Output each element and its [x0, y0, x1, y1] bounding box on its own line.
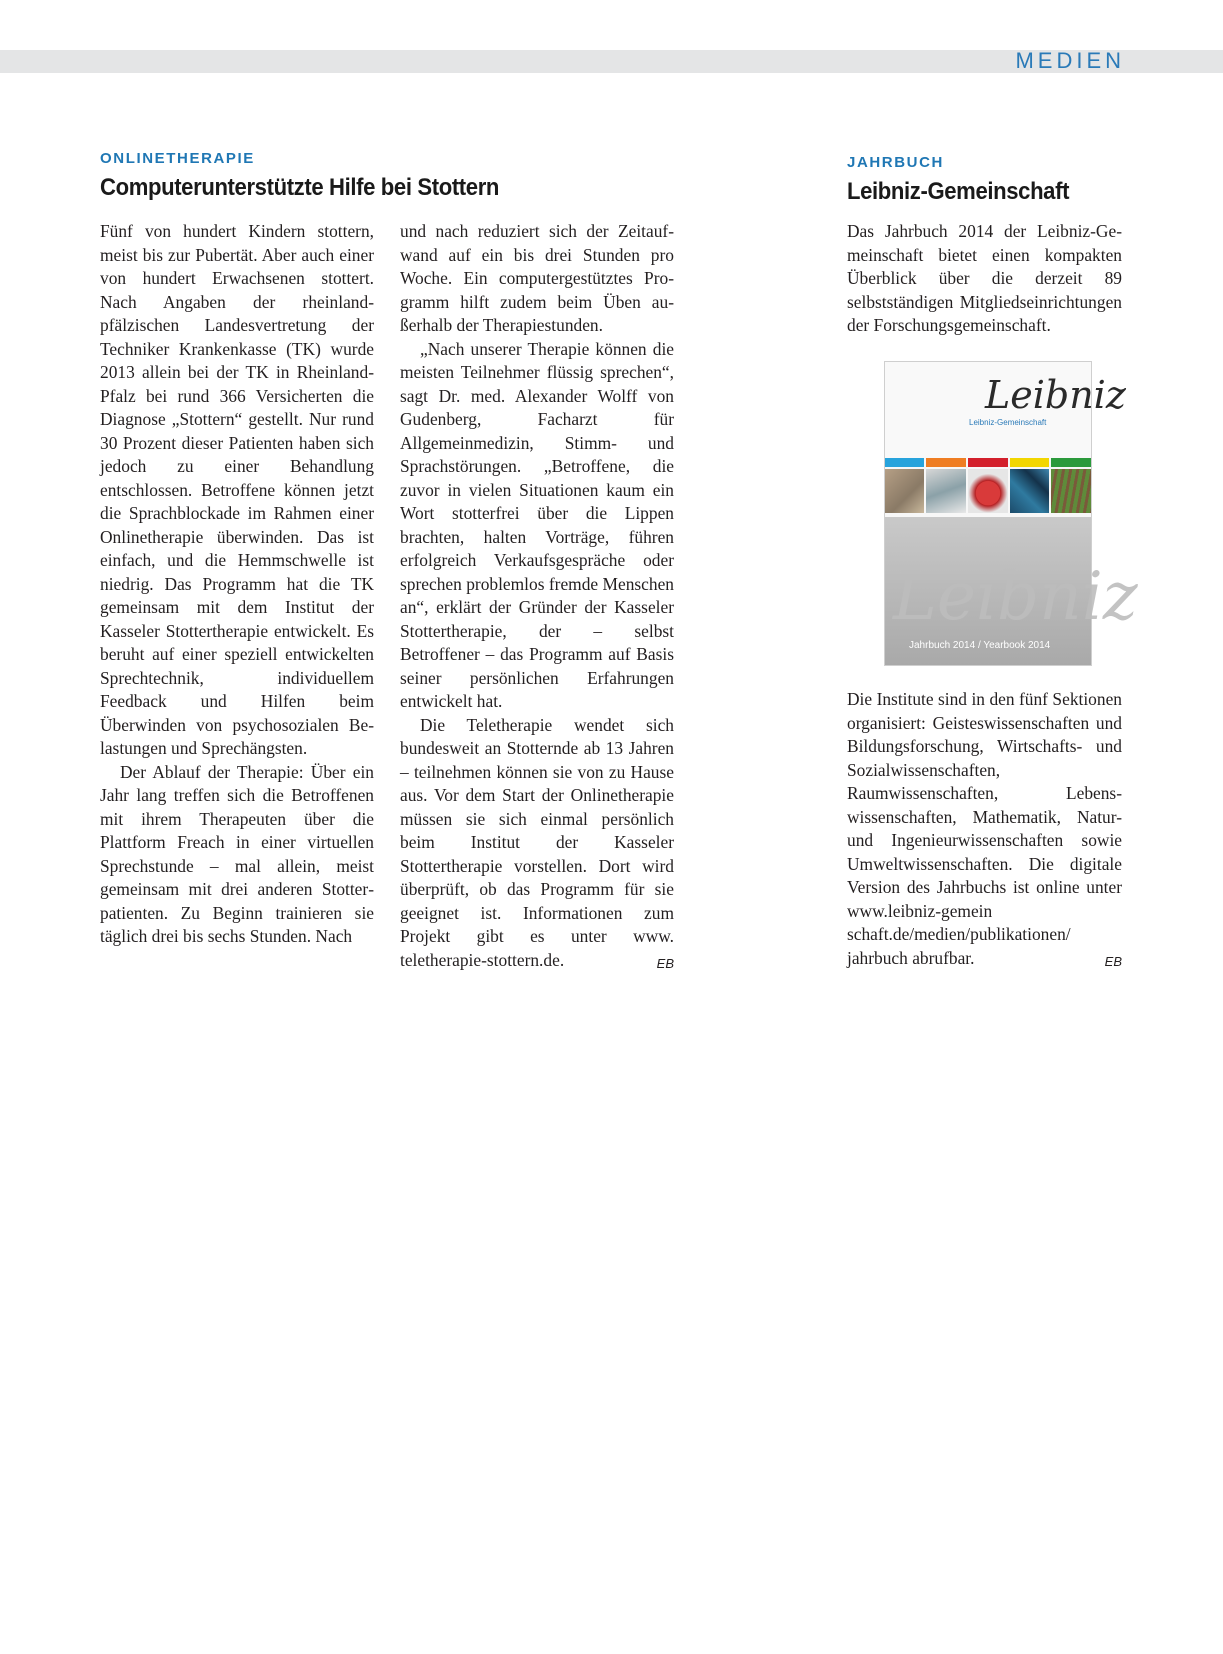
- article2-kicker: JAHRBUCH: [847, 154, 944, 171]
- article1-column-1: [100, 220, 374, 949]
- cover-color-strip: [926, 458, 966, 467]
- cover-logo-svg: [885, 362, 1126, 458]
- article1-column-2: [400, 220, 674, 975]
- article1-paragraph: Fünf von hundert Kindern stottern, meist bis zur Pubertät. Aber auch einer von hundert Erwachsenen stottert. Nach Angaben der rheinland-pfälzischen Landesvertretung der Techniker Krankenkasse (TK) wurde 2013 allein bei der TK in Rheinland-Pfalz bei rund 366 Versicherten die Diagnose „Stottern“ gestellt. Nur rund 30 Prozent dieser Patienten haben sich jedoch zu einer Behandlung entschlossen. Betroffene können jetzt die Sprachblockade im Rahmen einer Onlinetherapie überwinden. Das ist einfach, und die Hemmschwelle ist niedrig. Das Programm hat die TK gemeinsam mit dem Institut der Kasseler Stottertherapie entwickelt. Es beruht auf einer speziell entwickelten Sprechtechnik, individuellem Feedback und Hilfen beim Überwinden von psychosozialen Belastungen und Sprechängsten.: [100, 221, 374, 758]
- cover-color-strip: [968, 458, 1008, 467]
- article1-title: Computerunterstützte Hilfe bei Stottern: [100, 174, 500, 201]
- article1-signature: EB: [656, 955, 674, 971]
- article1-paragraph: [400, 714, 674, 973]
- cover-year-label: Jahrbuch 2014 / Yearbook 2014: [909, 640, 1051, 651]
- article1-paragraph: „Nach unserer Therapie können die meisten Teilnehmer flüssig sprechen“, sagt Dr. med. Alexander Wolff von Gudenberg, Facharzt für Allgemeinmedizin, Stimm- und Sprachstörungen. „Betroffene, die zuvor in vielen Situationen kaum ein Wort stotterfrei über die Lippen brachten, halten Vorträge, führen erfolgreich Verkaufsgespräche oder sprechen problemlos fremde Menschen an“, erklärt der Gründer der Kasseler Stottertherapie, der – selbst Betroffener – das Programm auf Basis seiner persönlichen Erfahrungen entwickelt hat.: [400, 338, 674, 711]
- cover-top: [885, 362, 1126, 458]
- article2-body: [847, 688, 1122, 973]
- article2-intro: [847, 220, 1122, 338]
- cover-photo-thumb: [968, 469, 1008, 513]
- yearbook-cover-image: [884, 361, 1138, 666]
- article2-title: Leibniz-Gemeinschaft: [847, 178, 1070, 205]
- cover-color-strip: [885, 458, 924, 467]
- article2-signature: EB: [1104, 953, 1122, 969]
- cover-watermark-signature: Leibniz: [893, 558, 1138, 635]
- cover-color-strip: [1051, 458, 1091, 467]
- article1-paragraph: Der Ablauf der Therapie: Über ein Jahr lang treffen sich die Betroffenen mit ihrem Therapeuten über die Plattform Freach in einer virtuellen Sprechstunde – mal allein, meist gemeinsam mit drei anderen Stotterpatienten. Zu Beginn trainieren sie täglich drei bis sechs Stunden. Nach: [100, 761, 374, 946]
- section-label: MEDIEN: [1015, 48, 1125, 73]
- article2-body-text: Die Institute sind in den fünf Sektionen organisiert: Geisteswissenschaften und Bildungsforschung, Wirtschafts- und Sozialwissenschaften, Raumwissenschaften, Lebenswissenschaften, Mathematik, Natur- und Ingenieurwissenschaften sowie Umweltwissenschaften. Die digitale Version des Jahrbuchs ist online unter www.leibniz-gemein schaft.de/medien/publikationen/ jahrbuch abrufbar.: [847, 689, 1122, 968]
- article1-kicker: ONLINETHERAPIE: [100, 150, 255, 167]
- cover-photo-thumb: [1010, 469, 1049, 513]
- article1-paragraph: und nach reduziert sich der Zeitaufwand auf ein bis drei Stunden pro Woche. Ein computergestütztes Programm hilft zudem beim Üben außerhalb der Therapiestunden.: [400, 221, 674, 335]
- cover-logo-signature: Leibniz: [985, 373, 1126, 417]
- cover-color-strip: [1010, 458, 1049, 467]
- article2-paragraph: Das Jahrbuch 2014 der Leibniz-Gemeinschaft bietet einen kompakten Überblick über die derzeit 89 selbstständigen Mitgliedseinrichtungen der Forschungsgemeinschaft.: [847, 221, 1122, 335]
- cover-photo-thumb: [1051, 469, 1091, 513]
- article2-paragraph: [847, 688, 1122, 970]
- cover-photo-thumb: [885, 469, 924, 513]
- cover-photo-thumb: [926, 469, 966, 513]
- article1-last-paragraph-text: Die Teletherapie wendet sich bundesweit an Stotternde ab 13 Jahren – teilnehmen können sie von zu Hause aus. Vor dem Start der Onlinetherapie müssen sie sich einmal persönlich beim Institut der Kasseler Stottertherapie vorstellen. Dort wird überprüft, ob das Programm für sie geeignet ist. Informationen zum Projekt gibt es unter www. teletherapie-stottern.de.: [400, 714, 674, 970]
- cover-subtitle: Leibniz-Gemeinschaft: [969, 418, 1047, 427]
